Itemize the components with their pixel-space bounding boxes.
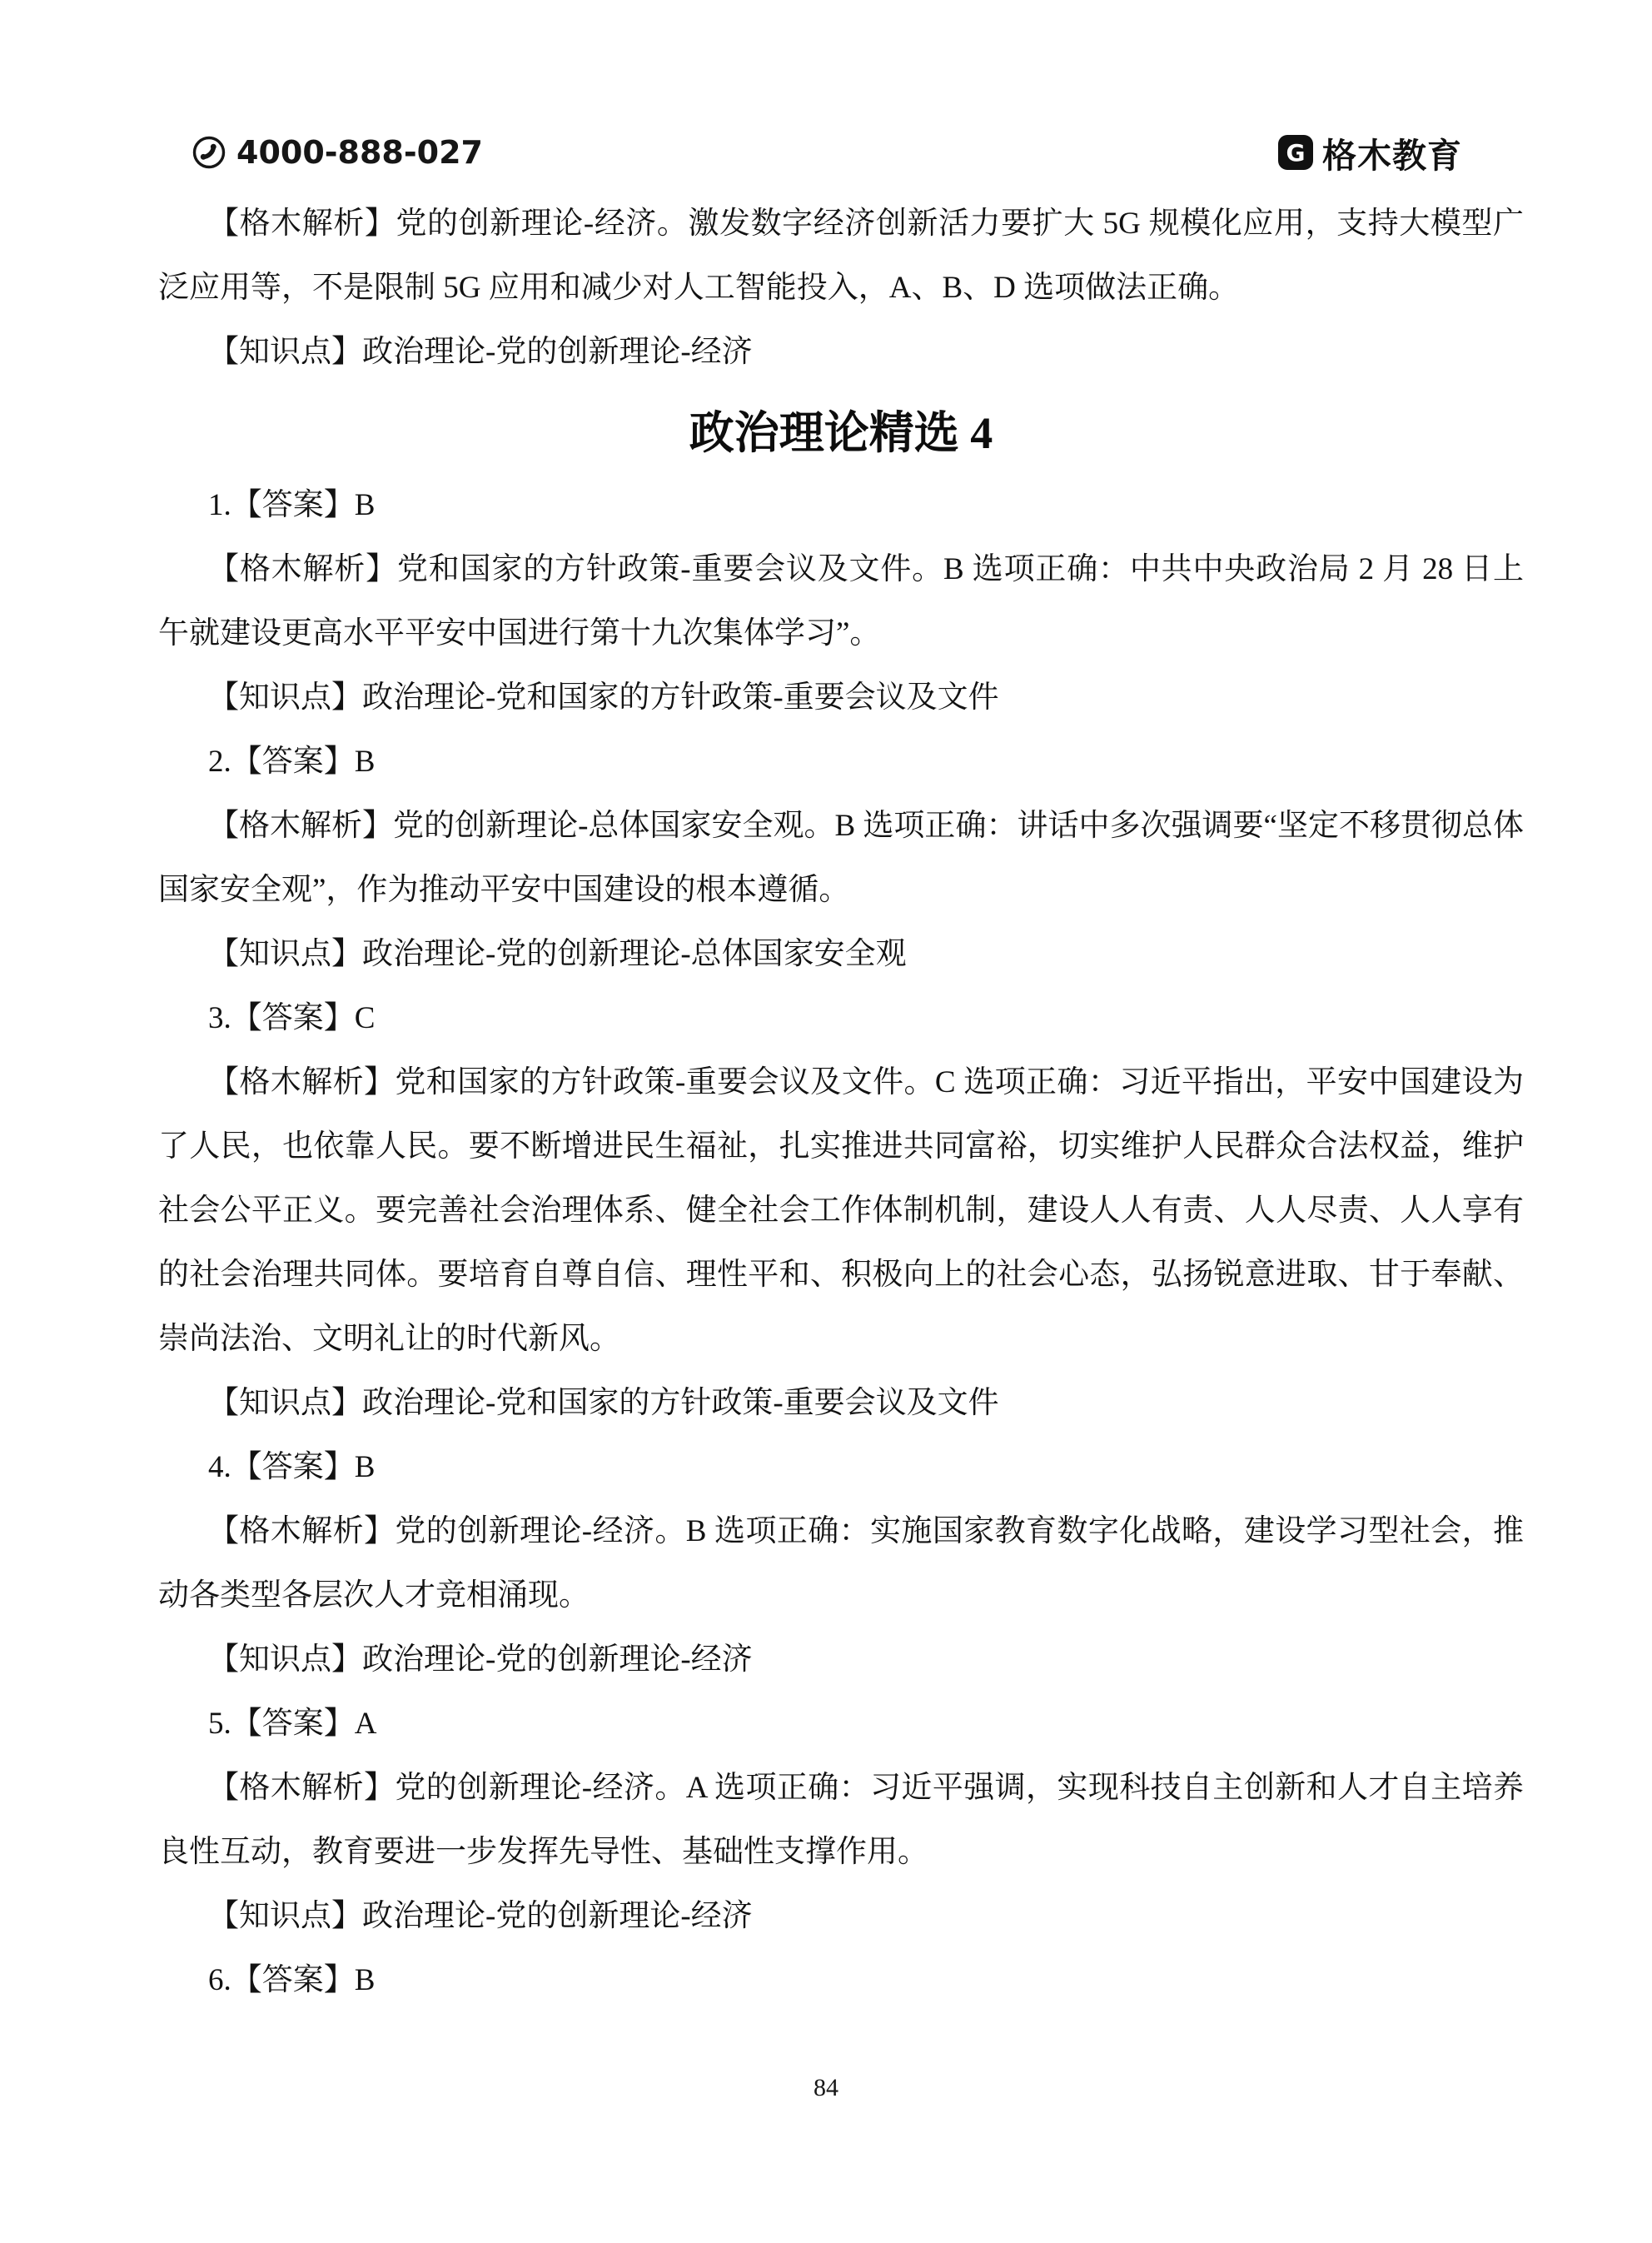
- analysis-label: 【格木解析】: [208, 809, 394, 843]
- logo-icon: [1277, 134, 1314, 171]
- answer-label: 【答案】: [231, 1001, 355, 1035]
- kp-text: 政治理论-党的创新理论-经济: [362, 335, 753, 369]
- answer-line: [158, 1948, 1524, 2012]
- phone-icon: [192, 135, 226, 170]
- answer-item: [158, 986, 1524, 1435]
- answer-number: 5.: [208, 1707, 231, 1741]
- answer-value: B: [354, 1963, 376, 1997]
- answer-number: 4.: [208, 1450, 231, 1484]
- analysis-text: 党和国家的方针政策-重要会议及文件。B 选项正确：中共中央政治局 2 月 28 日上午就建设更高水平平安中国进行第十九次集体学习”。: [158, 552, 1525, 650]
- analysis-text: 党和国家的方针政策-重要会议及文件。C 选项正确：习近平指出，平安中国建设为了人民，也依靠人民。要不断增进民生福祉，扎实推进共同富裕，切实维护人民群众合法权益，维护社会公平正义。要完善社会治理体系、健全社会工作体制机制，建设人人有责、人人尽责、人人享有的社会治理共同体。要培育自尊自信、理性平和、积极向上的社会心态，弘扬锐意进取、甘于奉献、崇尚法治、文明礼让的时代新风。: [158, 1065, 1525, 1356]
- kp-label: 【知识点】: [208, 937, 362, 971]
- answer-value: A: [354, 1707, 377, 1741]
- section-title: 政治理论精选 4: [689, 408, 993, 458]
- analysis-paragraph: [158, 794, 1524, 922]
- answer-line: [158, 1692, 1524, 1756]
- knowledge-point-line: [158, 320, 1524, 384]
- analysis-text: 党的创新理论-经济。激发数字经济创新活力要扩大 5G 规模化应用，支持大模型广泛应用等，不是限制 5G 应用和减少对人工智能投入，A、B、D 选项做法正确。: [158, 207, 1524, 305]
- svg-text:G: G: [1286, 139, 1306, 167]
- answer-value: B: [354, 488, 376, 522]
- analysis-label: 【格木解析】: [208, 1514, 396, 1548]
- phone-number: 4000-888-027: [236, 134, 483, 171]
- kp-label: 【知识点】: [208, 1386, 362, 1420]
- analysis-paragraph: [158, 1499, 1524, 1627]
- knowledge-point-line: [158, 665, 1524, 730]
- analysis-text: 党的创新理论-经济。B 选项正确：实施国家教育数字化战略，建设学习型社会，推动各类型各层次人才竞相涌现。: [158, 1514, 1525, 1612]
- brand-name: 格木教育: [1322, 135, 1462, 176]
- answer-item: [158, 473, 1524, 730]
- kp-text: 政治理论-党的创新理论-总体国家安全观: [362, 937, 907, 971]
- knowledge-point-line: [158, 1371, 1524, 1435]
- answer-item: [158, 730, 1524, 986]
- answer-line: [158, 473, 1524, 537]
- kp-text: 政治理论-党和国家的方针政策-重要会议及文件: [362, 1386, 999, 1420]
- analysis-paragraph: [158, 1756, 1524, 1884]
- page-number: 84: [814, 2074, 838, 2101]
- answer-number: 2.: [208, 745, 231, 779]
- knowledge-point-line: [158, 922, 1524, 986]
- analysis-text: 党的创新理论-经济。A 选项正确：习近平强调，实现科技自主创新和人才自主培养良性互动，教育要进一步发挥先导性、基础性支撑作用。: [158, 1771, 1525, 1869]
- answer-line: [158, 986, 1524, 1050]
- answer-number: 6.: [208, 1963, 231, 1997]
- header-phone: [192, 134, 483, 171]
- answer-label: 【答案】: [231, 1450, 355, 1484]
- document-body: [158, 192, 1524, 2012]
- kp-text: 政治理论-党的创新理论-经济: [362, 1899, 753, 1933]
- answer-label: 【答案】: [231, 745, 355, 779]
- analysis-label: 【格木解析】: [208, 1065, 396, 1099]
- analysis-label: 【格木解析】: [208, 552, 397, 586]
- answer-item: [158, 1435, 1524, 1692]
- kp-label: 【知识点】: [208, 1899, 362, 1933]
- answer-value: C: [354, 1001, 376, 1035]
- intro-section: [158, 192, 1524, 384]
- analysis-text: 党的创新理论-总体国家安全观。B 选项正确：讲话中多次强调要“坚定不移贯彻总体国家安全观”，作为推动平安中国建设的根本遵循。: [158, 809, 1524, 907]
- answer-value: B: [354, 1450, 376, 1484]
- answer-number: 3.: [208, 1001, 231, 1035]
- analysis-label: 【格木解析】: [208, 207, 396, 241]
- knowledge-point-line: [158, 1627, 1524, 1692]
- page-header: [192, 132, 1462, 176]
- knowledge-point-line: [158, 1884, 1524, 1948]
- answer-label: 【答案】: [231, 1963, 355, 1997]
- answer-number: 1.: [208, 488, 231, 522]
- analysis-paragraph: [158, 192, 1524, 320]
- kp-label: 【知识点】: [208, 335, 362, 369]
- analysis-label: 【格木解析】: [208, 1771, 396, 1805]
- answer-line: [158, 730, 1524, 794]
- answer-item: [158, 1692, 1524, 1948]
- kp-label: 【知识点】: [208, 680, 362, 715]
- brand-logo: [1277, 128, 1462, 177]
- answer-line: [158, 1435, 1524, 1499]
- analysis-paragraph: [158, 1050, 1524, 1371]
- answer-item: [158, 1948, 1524, 2012]
- answer-value: B: [354, 745, 376, 779]
- answer-label: 【答案】: [231, 1707, 355, 1741]
- kp-label: 【知识点】: [208, 1642, 362, 1677]
- kp-text: 政治理论-党和国家的方针政策-重要会议及文件: [362, 680, 999, 715]
- answer-label: 【答案】: [231, 488, 355, 522]
- kp-text: 政治理论-党的创新理论-经济: [362, 1642, 753, 1677]
- analysis-paragraph: [158, 537, 1524, 665]
